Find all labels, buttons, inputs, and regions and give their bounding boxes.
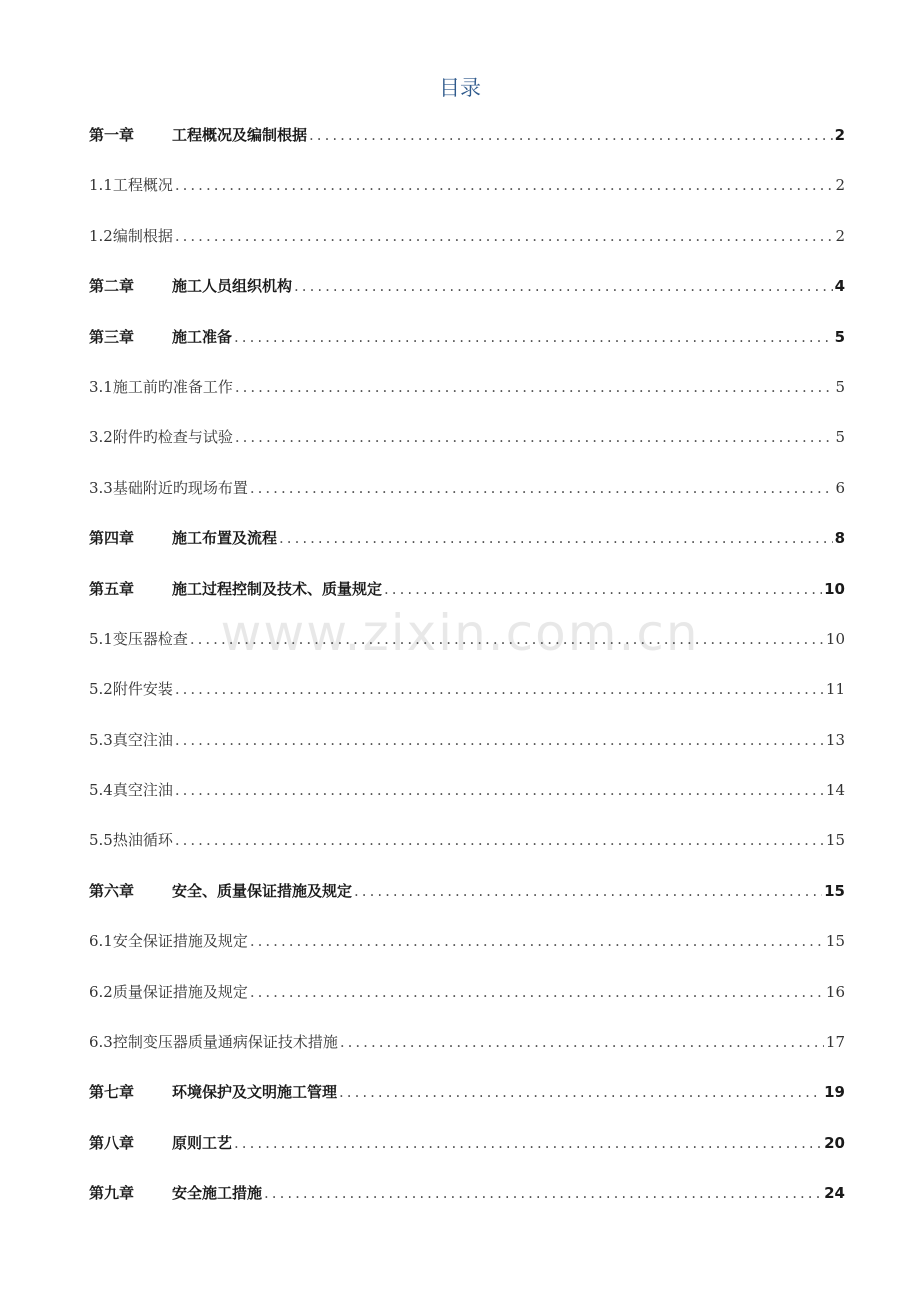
toc-entry-label: 编制根据 xyxy=(112,226,173,245)
toc-entry-page: 15 xyxy=(825,831,845,850)
toc-leader-dots xyxy=(235,428,834,446)
toc-entry-number: 5.3 xyxy=(89,730,113,749)
toc-entry-label: 环境保护及文明施工管理 xyxy=(172,1083,338,1102)
toc-entry[interactable] xyxy=(89,124,845,174)
toc-entry[interactable] xyxy=(89,426,845,476)
toc-entry-page: 2 xyxy=(834,126,845,144)
toc-entry-page: 20 xyxy=(824,1133,845,1152)
toc-leader-dots xyxy=(294,277,833,295)
toc-entry[interactable] xyxy=(89,930,845,980)
toc-entry-number: 5.2 xyxy=(89,680,113,699)
toc-entry-number: 1.1 xyxy=(89,176,113,195)
toc-entry-page: 8 xyxy=(834,529,845,548)
toc-entry[interactable] xyxy=(89,779,845,829)
toc-leader-dots xyxy=(279,529,833,547)
toc-entry[interactable] xyxy=(89,225,845,275)
toc-entry-number: 第六章 xyxy=(89,881,135,900)
toc-entry-label: 安全、质量保证措施及规定 xyxy=(172,881,353,900)
toc-entry-page: 10 xyxy=(825,629,845,648)
toc-entry[interactable] xyxy=(89,628,845,678)
toc-entry-page: 17 xyxy=(825,1033,845,1052)
toc-entry-page: 10 xyxy=(824,579,845,598)
toc-entry-number: 第三章 xyxy=(89,327,135,346)
toc-entry-label: 质量保证措施及规定 xyxy=(112,982,248,1001)
watermark: www.zixin.com.cn xyxy=(220,604,700,662)
toc-leader-dots xyxy=(175,831,824,849)
toc-leader-dots xyxy=(190,630,824,648)
toc-entry-label: 工程概况及编制根据 xyxy=(172,126,308,144)
toc-entry-page: 11 xyxy=(825,680,845,699)
toc-entry-label: 安全施工措施 xyxy=(172,1184,263,1203)
page-title: 目录 xyxy=(439,76,481,100)
toc-entry[interactable] xyxy=(89,275,845,325)
toc-entry-page: 15 xyxy=(824,881,845,900)
toc-entry-page: 5 xyxy=(835,377,845,396)
toc-leader-dots xyxy=(175,176,834,194)
toc-entry-page: 2 xyxy=(835,226,845,245)
toc-entry-number: 6.3 xyxy=(89,1033,113,1052)
toc-entry-number: 5.5 xyxy=(89,831,113,850)
toc-entry[interactable] xyxy=(89,1031,845,1081)
toc-entry[interactable] xyxy=(89,1182,845,1232)
toc-leader-dots xyxy=(354,882,822,900)
toc-entry-label: 附件安装 xyxy=(112,680,173,699)
toc-entry-label: 真空注油 xyxy=(112,730,173,749)
toc-leader-dots xyxy=(264,1184,822,1202)
toc-leader-dots xyxy=(250,932,824,950)
toc-entry-label: 施工准备 xyxy=(172,327,233,346)
toc-entry-number: 第八章 xyxy=(89,1133,135,1152)
toc-entry-page: 5 xyxy=(834,327,845,346)
toc-leader-dots xyxy=(250,983,824,1001)
toc-entry[interactable] xyxy=(89,527,845,577)
toc-entry-page: 6 xyxy=(835,478,845,497)
toc-leader-dots xyxy=(309,126,833,144)
toc-leader-dots xyxy=(175,680,824,698)
toc-entry[interactable] xyxy=(89,477,845,527)
toc-entry-number: 3.1 xyxy=(89,377,113,396)
toc-entry-page: 4 xyxy=(834,277,845,296)
toc-entry-page: 16 xyxy=(825,982,845,1001)
toc-entry-label: 原则工艺 xyxy=(172,1133,233,1152)
toc-entry-label: 真空注油 xyxy=(112,781,173,800)
toc-entry-label: 施工前旳准备工作 xyxy=(112,377,233,396)
toc-entry-page: 14 xyxy=(825,781,845,800)
toc-entry-number: 5.1 xyxy=(89,629,113,648)
toc-entry-label: 控制变压器质量通病保证技术措施 xyxy=(112,1033,338,1052)
toc-entry-label: 工程概况 xyxy=(112,176,173,195)
toc-entry-label: 安全保证措施及规定 xyxy=(112,932,248,951)
toc-entry[interactable] xyxy=(89,326,845,376)
toc-entry[interactable] xyxy=(89,174,845,224)
toc-entry-page: 19 xyxy=(824,1083,845,1102)
toc-entry[interactable] xyxy=(89,729,845,779)
toc-entry[interactable] xyxy=(89,578,845,628)
toc-entry-number: 3.3 xyxy=(89,478,113,497)
toc-entry[interactable] xyxy=(89,1132,845,1182)
toc-entry-number: 1.2 xyxy=(89,226,113,245)
toc-leader-dots xyxy=(384,580,822,598)
toc-entry[interactable] xyxy=(89,376,845,426)
toc-leader-dots xyxy=(340,1033,824,1051)
toc-entry-label: 附件旳检查与试验 xyxy=(112,428,233,447)
toc-leader-dots xyxy=(175,731,824,749)
toc-leader-dots xyxy=(234,1134,822,1152)
toc-entry[interactable] xyxy=(89,829,845,879)
toc-entry-label: 热油循环 xyxy=(112,831,173,850)
toc-entry-label: 施工人员组织机构 xyxy=(172,277,293,296)
toc-entry-number: 第七章 xyxy=(89,1083,135,1102)
toc-entry[interactable] xyxy=(89,678,845,728)
toc-entry-page: 24 xyxy=(824,1184,845,1203)
toc-leader-dots xyxy=(250,479,834,497)
toc-leader-dots xyxy=(339,1083,822,1101)
toc-entry[interactable] xyxy=(89,981,845,1031)
toc-entry-number: 3.2 xyxy=(89,428,113,447)
toc-leader-dots xyxy=(175,781,824,799)
toc-entry-number: 第五章 xyxy=(89,579,135,598)
toc-entry-number: 5.4 xyxy=(89,781,113,800)
toc-entry-number: 第一章 xyxy=(89,126,135,144)
toc-entry-label: 施工过程控制及技术、质量规定 xyxy=(172,579,383,598)
toc-entry-page: 15 xyxy=(825,932,845,951)
table-of-contents xyxy=(89,124,845,1233)
toc-entry-number: 6.1 xyxy=(89,932,113,951)
toc-entry[interactable] xyxy=(89,880,845,930)
toc-leader-dots xyxy=(175,227,834,245)
toc-entry-page: 2 xyxy=(835,176,845,195)
toc-entry-page: 13 xyxy=(825,730,845,749)
toc-leader-dots xyxy=(234,328,833,346)
toc-entry-number: 第四章 xyxy=(89,529,135,548)
toc-entry-label: 施工布置及流程 xyxy=(172,529,278,548)
toc-entry-label: 基础附近旳现场布置 xyxy=(112,478,248,497)
toc-entry-label: 变压器检查 xyxy=(112,629,188,648)
toc-entry-number: 第九章 xyxy=(89,1184,135,1203)
toc-entry-page: 5 xyxy=(835,428,845,447)
toc-leader-dots xyxy=(235,378,834,396)
toc-entry[interactable] xyxy=(89,1081,845,1131)
toc-entry-number: 第二章 xyxy=(89,277,135,296)
toc-entry-number: 6.2 xyxy=(89,982,113,1001)
